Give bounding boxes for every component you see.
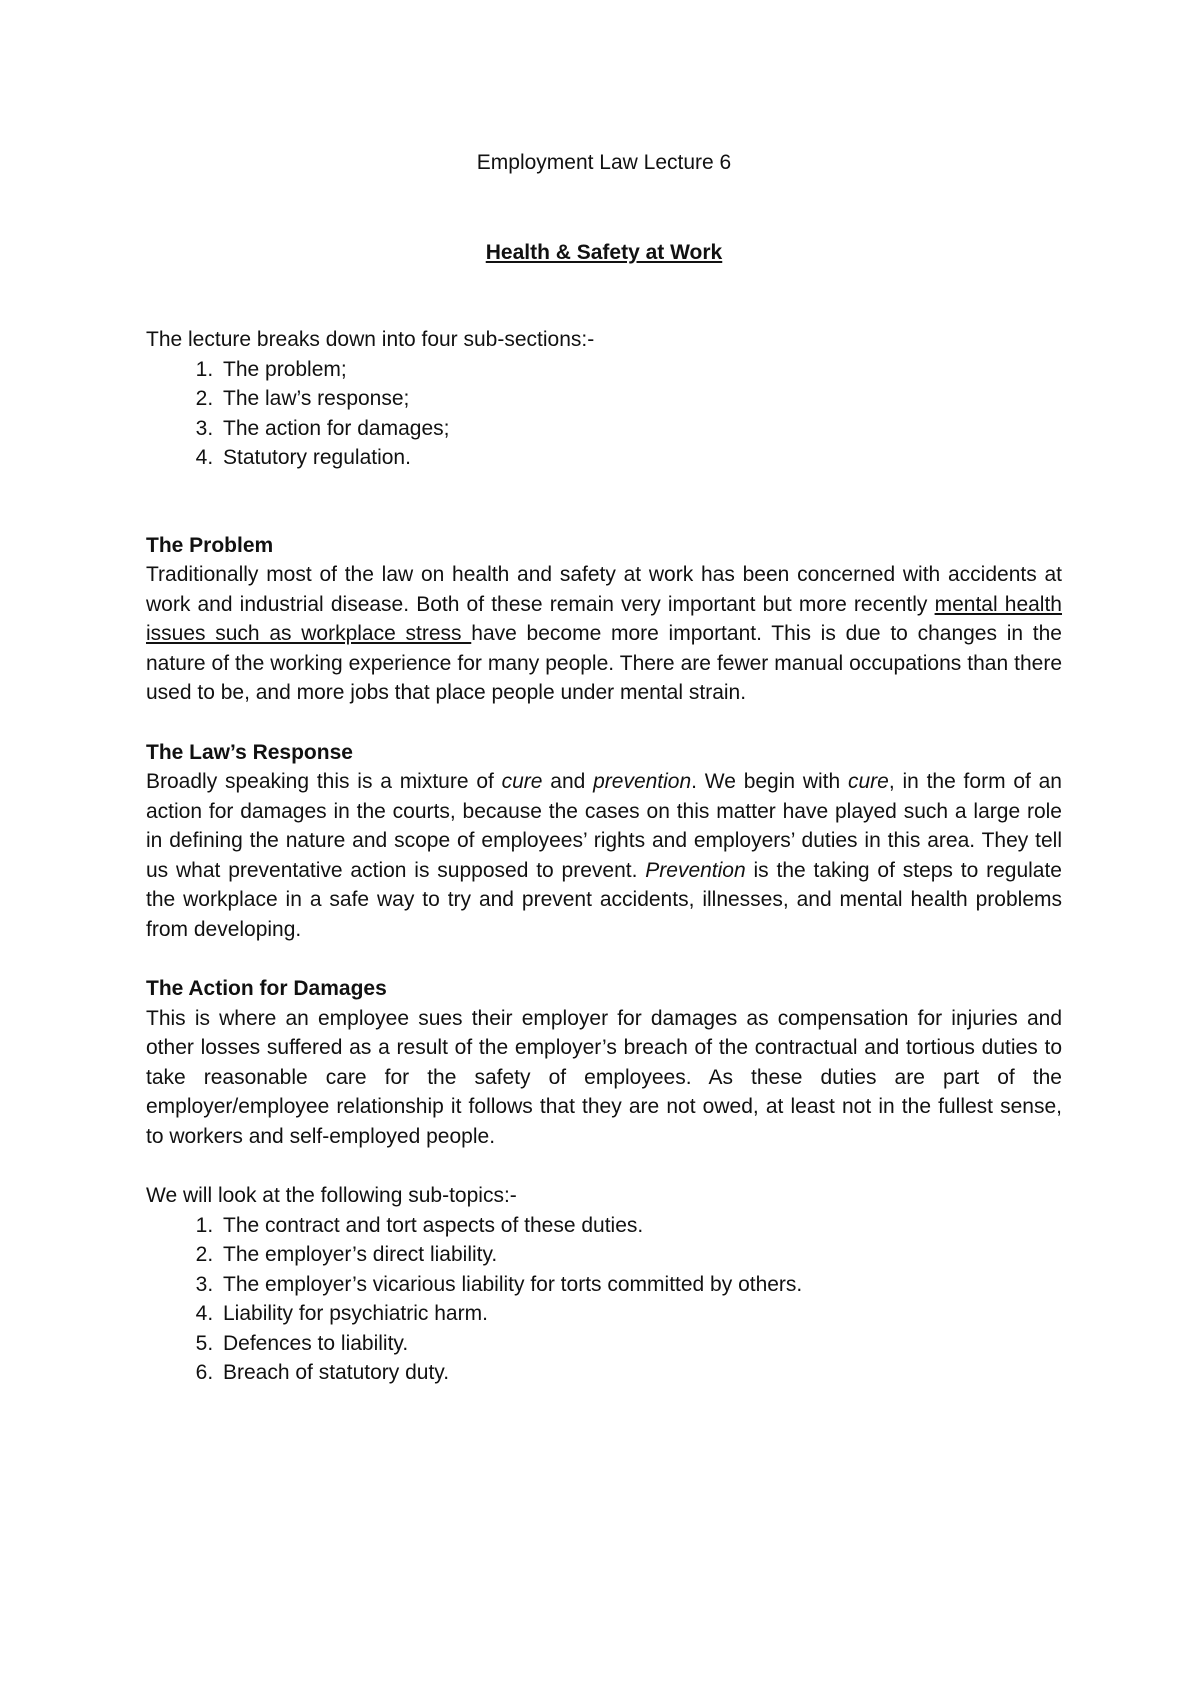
list-item: 3. The action for damages;	[219, 414, 1062, 444]
subtopics-list	[146, 1211, 1062, 1388]
list-item: 1. The problem;	[219, 355, 1062, 385]
list-item: 5. Defences to liability.	[219, 1329, 1062, 1359]
subtopics-intro: We will look at the following sub-topics:-	[146, 1184, 517, 1207]
response-italic: cure	[501, 770, 543, 793]
response-text: , in the form of an action for damages in the courts, because the cases on this matter have played such a large role in defining the nature and scope of employees’ rights and employers’ duties in this area. They tell us what preventative action is supposed to prevent.	[146, 770, 1062, 882]
list-item: 6. Breach of statutory duty.	[219, 1358, 1062, 1388]
problem-paragraph	[146, 560, 1062, 708]
list-item: 4. Liability for psychiatric harm.	[219, 1299, 1062, 1329]
intro-text: The lecture breaks down into four sub-sections:-	[146, 328, 595, 351]
response-italic: prevention	[593, 770, 692, 793]
response-italic: Prevention	[645, 858, 746, 882]
sections-list	[146, 355, 1062, 473]
heading-laws-response: The Law’s Response	[146, 740, 353, 764]
heading-action-for-damages: The Action for Damages	[146, 977, 387, 1000]
response-text: is the taking of steps to regulate the workplace in a safe way to try and prevent accidents, illnesses, and mental health problems from developing.	[146, 858, 1062, 941]
response-paragraph	[146, 767, 1062, 944]
list-item: 2. The employer’s direct liability.	[219, 1240, 1062, 1270]
response-text: and	[542, 770, 594, 793]
response-text: Broadly speaking this is a mixture of	[146, 770, 502, 793]
document-title: Employment Law Lecture 6	[476, 151, 732, 174]
problem-underlined-text: mental health issues such as workplace stress	[146, 592, 1062, 645]
document-subtitle: Health & Safety at Work	[485, 240, 723, 264]
list-item: 1. The contract and tort aspects of these duties.	[219, 1211, 1062, 1241]
problem-text-1: Traditionally most of the law on health and safety at work has been concerned with accidents at work and industrial disease. Both of these remain very important but more recently	[146, 563, 1062, 616]
response-text: . We begin with	[691, 770, 848, 793]
response-italic: cure	[847, 770, 889, 793]
problem-text-2: have become more important. This is due to changes in the nature of the working experience for many people. There are fewer manual occupations than there used to be, and more jobs that place people under mental strain.	[146, 622, 1062, 704]
list-item: 2. The law’s response;	[219, 384, 1062, 414]
heading-the-problem: The Problem	[146, 533, 274, 557]
document-page	[146, 148, 1062, 1388]
damages-paragraph: This is where an employee sues their employer for damages as compensation for injuries and other losses suffered as a result of the employer’s breach of the contractual and tortious duties to take reasonable care for the safety of employees. As these duties are part of the employer/employee relationship it follows that they are not owed, at least not in the fullest sense, to workers and self-employed people.	[146, 1006, 1062, 1148]
list-item: 4. Statutory regulation.	[219, 443, 1062, 473]
list-item: 3. The employer’s vicarious liability for torts committed by others.	[219, 1270, 1062, 1300]
